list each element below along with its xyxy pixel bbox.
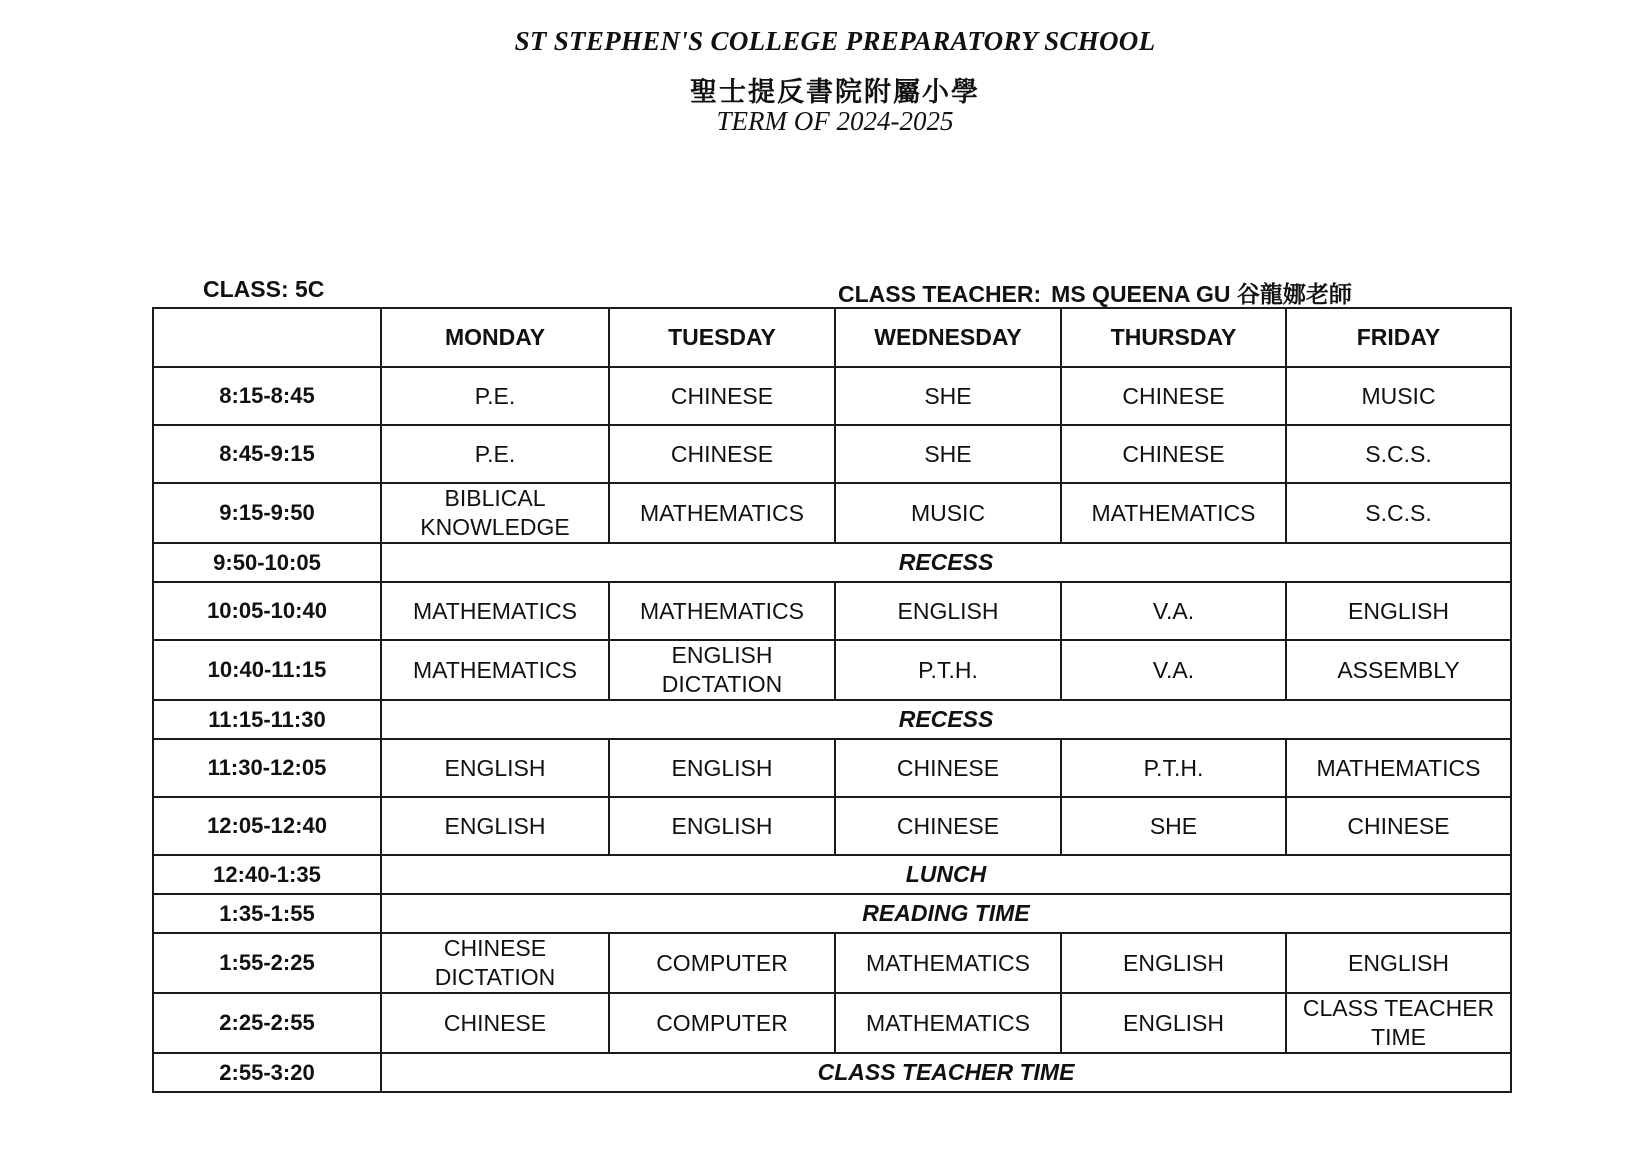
subject-cell: P.T.H. xyxy=(835,640,1061,700)
period-row xyxy=(153,367,1511,425)
subject-cell: CHINESE xyxy=(609,425,835,483)
day-header-thursday: THURSDAY xyxy=(1061,308,1286,367)
subject-cell: MATHEMATICS xyxy=(835,933,1061,993)
day-header-friday: FRIDAY xyxy=(1286,308,1511,367)
subject-cell: SHE xyxy=(835,425,1061,483)
period-row xyxy=(153,582,1511,640)
subject-cell: ENGLISH xyxy=(609,739,835,797)
break-label: RECESS xyxy=(381,700,1511,739)
period-time: 1:35-1:55 xyxy=(153,894,381,933)
period-row xyxy=(153,933,1511,993)
day-header-wednesday: WEDNESDAY xyxy=(835,308,1061,367)
break-row xyxy=(153,894,1511,933)
subject-cell: CHINESE xyxy=(835,797,1061,855)
subject-cell: SHE xyxy=(1061,797,1286,855)
break-label: READING TIME xyxy=(381,894,1511,933)
subject-cell: CHINESE xyxy=(1286,797,1511,855)
timetable xyxy=(152,307,1512,1093)
period-time: 2:55-3:20 xyxy=(153,1053,381,1092)
subject-cell: COMPUTER xyxy=(609,993,835,1053)
subject-cell: CLASS TEACHER TIME xyxy=(1286,993,1511,1053)
class-teacher-label: CLASS TEACHER: xyxy=(838,281,1042,307)
day-header-tuesday: TUESDAY xyxy=(609,308,835,367)
subject-cell: CHINESE DICTATION xyxy=(381,933,609,993)
period-time: 8:45-9:15 xyxy=(153,425,381,483)
subject-cell: CHINESE xyxy=(1061,425,1286,483)
break-row xyxy=(153,855,1511,894)
period-time: 2:25-2:55 xyxy=(153,993,381,1053)
subject-cell: ENGLISH DICTATION xyxy=(609,640,835,700)
subject-cell: MATHEMATICS xyxy=(609,582,835,640)
subject-cell: ENGLISH xyxy=(1286,582,1511,640)
period-row xyxy=(153,993,1511,1053)
subject-cell: V.A. xyxy=(1061,582,1286,640)
period-time: 11:30-12:05 xyxy=(153,739,381,797)
subject-cell: MATHEMATICS xyxy=(835,993,1061,1053)
period-row xyxy=(153,425,1511,483)
break-row xyxy=(153,543,1511,582)
period-row xyxy=(153,640,1511,700)
subject-cell: MATHEMATICS xyxy=(1286,739,1511,797)
subject-cell: COMPUTER xyxy=(609,933,835,993)
break-label: RECESS xyxy=(381,543,1511,582)
period-row xyxy=(153,483,1511,543)
period-time: 10:05-10:40 xyxy=(153,582,381,640)
break-row xyxy=(153,700,1511,739)
subject-cell: BIBLICAL KNOWLEDGE xyxy=(381,483,609,543)
subject-cell: MUSIC xyxy=(1286,367,1511,425)
school-name-english: ST STEPHEN'S COLLEGE PREPARATORY SCHOOL xyxy=(514,26,1156,56)
period-time: 1:55-2:25 xyxy=(153,933,381,993)
period-time: 10:40-11:15 xyxy=(153,640,381,700)
class-teacher-name: MS QUEENA GU 谷龍娜老師 xyxy=(1051,281,1352,307)
school-name-chinese: 聖士提反書院附屬小學 xyxy=(690,77,980,107)
subject-cell: MATHEMATICS xyxy=(381,582,609,640)
period-time: 8:15-8:45 xyxy=(153,367,381,425)
subject-cell: MATHEMATICS xyxy=(381,640,609,700)
subject-cell: CHINESE xyxy=(381,993,609,1053)
subject-cell: P.T.H. xyxy=(1061,739,1286,797)
subject-cell: ENGLISH xyxy=(1061,933,1286,993)
subject-cell: P.E. xyxy=(381,367,609,425)
subject-cell: CHINESE xyxy=(609,367,835,425)
subject-cell: CHINESE xyxy=(1061,367,1286,425)
period-row xyxy=(153,797,1511,855)
subject-cell: ENGLISH xyxy=(381,797,609,855)
subject-cell: ENGLISH xyxy=(835,582,1061,640)
period-time: 9:15-9:50 xyxy=(153,483,381,543)
subject-cell: P.E. xyxy=(381,425,609,483)
subject-cell: MATHEMATICS xyxy=(609,483,835,543)
break-label: CLASS TEACHER TIME xyxy=(381,1053,1511,1092)
class-label: CLASS: 5C xyxy=(203,276,325,302)
subject-cell: V.A. xyxy=(1061,640,1286,700)
subject-cell: ENGLISH xyxy=(609,797,835,855)
period-time: 11:15-11:30 xyxy=(153,700,381,739)
subject-cell: ENGLISH xyxy=(1286,933,1511,993)
class-teacher xyxy=(838,276,1352,309)
subject-cell: ASSEMBLY xyxy=(1286,640,1511,700)
period-time: 9:50-10:05 xyxy=(153,543,381,582)
break-row xyxy=(153,1053,1511,1092)
subject-cell: CHINESE xyxy=(835,739,1061,797)
time-column-header xyxy=(153,308,381,367)
timetable-body xyxy=(153,367,1511,1092)
subject-cell: S.C.S. xyxy=(1286,425,1511,483)
timetable-header-row xyxy=(153,308,1511,367)
subject-cell: ENGLISH xyxy=(1061,993,1286,1053)
period-time: 12:05-12:40 xyxy=(153,797,381,855)
subject-cell: MUSIC xyxy=(835,483,1061,543)
subject-cell: MATHEMATICS xyxy=(1061,483,1286,543)
period-time: 12:40-1:35 xyxy=(153,855,381,894)
subject-cell: SHE xyxy=(835,367,1061,425)
subject-cell: S.C.S. xyxy=(1286,483,1511,543)
term-label: TERM OF 2024-2025 xyxy=(716,106,954,136)
period-row xyxy=(153,739,1511,797)
day-header-monday: MONDAY xyxy=(381,308,609,367)
break-label: LUNCH xyxy=(381,855,1511,894)
subject-cell: ENGLISH xyxy=(381,739,609,797)
